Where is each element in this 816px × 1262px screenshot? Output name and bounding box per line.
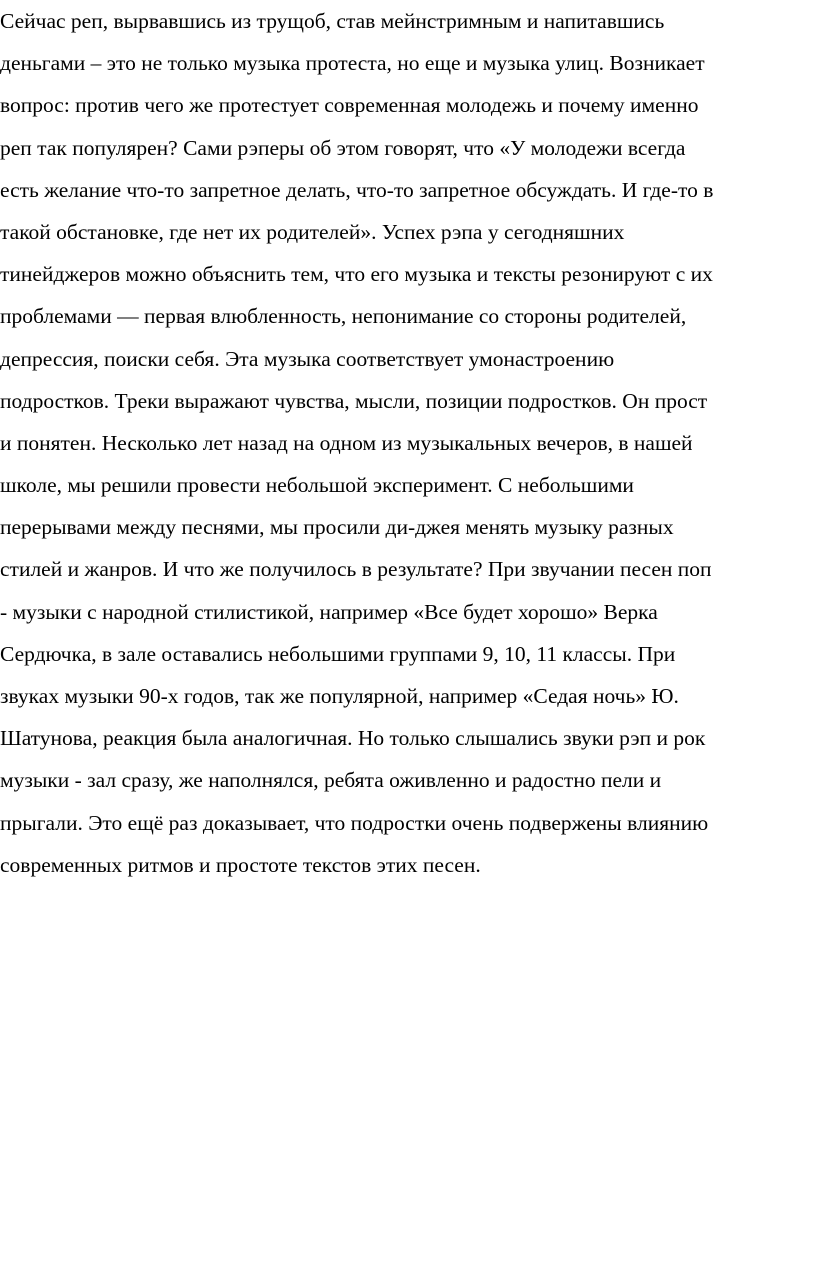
paragraph-line: деньгами – это не только музыка протеста, но еще и музыка улиц. Возникает — [0, 51, 705, 76]
paragraph-line: Сердючка, в зале оставались небольшими группами 9, 10, 11 классы. При — [0, 641, 676, 666]
paragraph-line: школе, мы решили провести небольшой эксперимент. С небольшими — [0, 473, 634, 498]
paragraph-line: перерывами между песнями, мы просили ди-джея менять музыку разных — [0, 515, 674, 540]
paragraph-line: стилей и жанров. И что же получилось в результате? При звучании песен поп — [0, 557, 712, 582]
paragraph-line: - музыки с народной стилистикой, например «Все будет хорошо» Верка — [0, 599, 658, 624]
paragraph-line: подростков. Треки выражают чувства, мысли, позиции подростков. Он прост — [0, 388, 708, 413]
paragraph-line: звуках музыки 90-х годов, так же популярной, например «Седая ночь» Ю. — [0, 684, 679, 708]
paragraph-line: Шатунова, реакция была аналогичная. Но только слышались звуки рэп и рок — [0, 726, 706, 751]
paragraph-line: вопрос: против чего же протестует современная молодежь и почему именно — [0, 93, 699, 118]
paragraph-line: такой обстановке, где нет их родителей». Успех рэпа у сегодняшних — [0, 219, 625, 244]
paragraph-line: музыки - зал сразу, же наполнялся, ребята оживленно и радостно пели и — [0, 768, 662, 793]
paragraph-line: Сейчас реп, вырвавшись из трущоб, став мейнстримным и напитавшись — [0, 9, 665, 33]
paragraph-line: есть желание что-то запретное делать, что-то запретное обсуждать. И где-то в — [0, 177, 714, 202]
paragraph-line: депрессия, поиски себя. Эта музыка соответствует умонастроению — [0, 346, 615, 371]
paragraph-line: современных ритмов и простоте текстов этих песен. — [0, 852, 481, 877]
paragraph-line: проблемами — первая влюбленность, непонимание со стороны родителей, — [0, 304, 687, 329]
paragraph-line: прыгали. Это ещё раз доказывает, что подростки очень подвержены влиянию — [0, 810, 709, 835]
paragraph-line: реп так популярен? Сами рэперы об этом говорят, что «У молодежи всегда — [0, 135, 686, 160]
paragraph-line: тинейджеров можно объяснить тем, что его музыка и тексты резонируют с их — [0, 262, 713, 287]
paragraph-line: и понятен. Несколько лет назад на одном из музыкальных вечеров, в нашей — [0, 430, 693, 455]
